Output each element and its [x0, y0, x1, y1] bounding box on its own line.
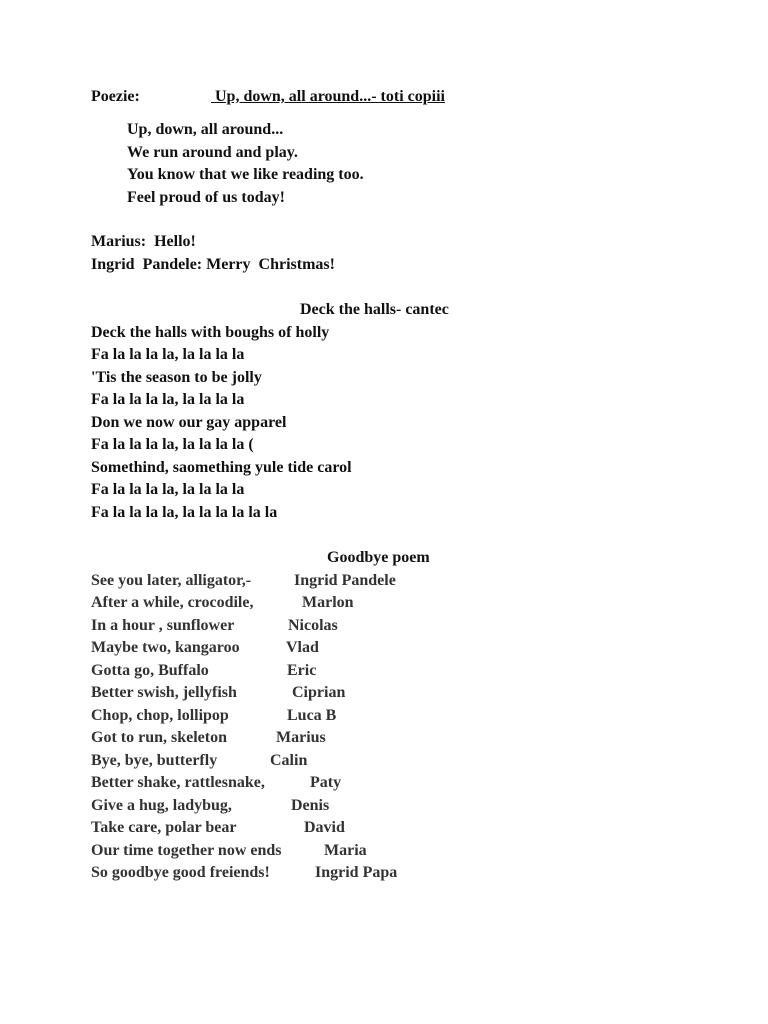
goodbye-name: Paty — [310, 774, 342, 791]
goodbye-name: Maria — [324, 842, 367, 859]
goodbye-phrase: Bye, bye, butterfly — [91, 752, 218, 769]
poem-line: We run around and play. — [127, 144, 298, 161]
song-title: Deck the halls- cantec — [300, 301, 449, 318]
goodbye-phrase: Take care, polar bear — [91, 819, 237, 836]
goodbye-name: Luca B — [287, 707, 337, 724]
song-line: Fa la la la la, la la la la — [91, 481, 245, 498]
goodbye-title: Goodbye poem — [327, 549, 430, 566]
goodbye-phrase: Chop, chop, lollipop — [91, 707, 229, 724]
goodbye-phrase: See you later, alligator,- — [91, 572, 252, 589]
song-line: 'Tis the season to be jolly — [91, 369, 262, 386]
song-line: Fa la la la la, la la la la — [91, 346, 245, 363]
goodbye-phrase: Got to run, skeleton — [91, 729, 227, 746]
goodbye-phrase: After a while, crocodile, — [91, 594, 254, 611]
goodbye-name: Vlad — [286, 639, 319, 656]
goodbye-phrase: So goodbye good freiends! — [91, 864, 270, 881]
greeting-line: Marius: Hello! — [91, 233, 196, 250]
goodbye-name: Marius — [276, 729, 326, 746]
goodbye-name: Ciprian — [292, 684, 346, 701]
song-line: Somethind, saomething yule tide carol — [91, 459, 352, 476]
song-line: Fa la la la la, la la la la — [91, 391, 245, 408]
header-label: Poezie: — [91, 88, 140, 105]
song-line: Deck the halls with boughs of holly — [91, 324, 330, 341]
goodbye-phrase: In a hour , sunflower — [91, 617, 235, 634]
goodbye-name: Nicolas — [288, 617, 338, 634]
song-line: Don we now our gay apparel — [91, 414, 287, 431]
poem-line: You know that we like reading too. — [127, 166, 364, 183]
goodbye-phrase: Our time together now ends — [91, 842, 282, 859]
goodbye-phrase: Give a hug, ladybug, — [91, 797, 232, 814]
poem-line: Feel proud of us today! — [127, 189, 285, 206]
poem-line: Up, down, all around... — [127, 121, 284, 138]
goodbye-name: Denis — [291, 797, 330, 814]
goodbye-name: Calin — [270, 752, 308, 769]
goodbye-name: Ingrid Papa — [315, 864, 398, 881]
greeting-line: Ingrid Pandele: Merry Christmas! — [91, 256, 335, 273]
song-line: Fa la la la la, la la la la la la — [91, 504, 278, 521]
header-title: Up, down, all around...- toti copiii — [211, 88, 445, 105]
goodbye-phrase: Gotta go, Buffalo — [91, 662, 209, 679]
goodbye-phrase: Maybe two, kangaroo — [91, 639, 240, 656]
goodbye-phrase: Better swish, jellyfish — [91, 684, 237, 701]
goodbye-name: Eric — [287, 662, 317, 679]
goodbye-name: David — [304, 819, 345, 836]
goodbye-name: Marlon — [302, 594, 354, 611]
goodbye-phrase: Better shake, rattlesnake, — [91, 774, 265, 791]
song-line: Fa la la la la, la la la la ( — [91, 436, 254, 453]
goodbye-name: Ingrid Pandele — [294, 572, 396, 589]
